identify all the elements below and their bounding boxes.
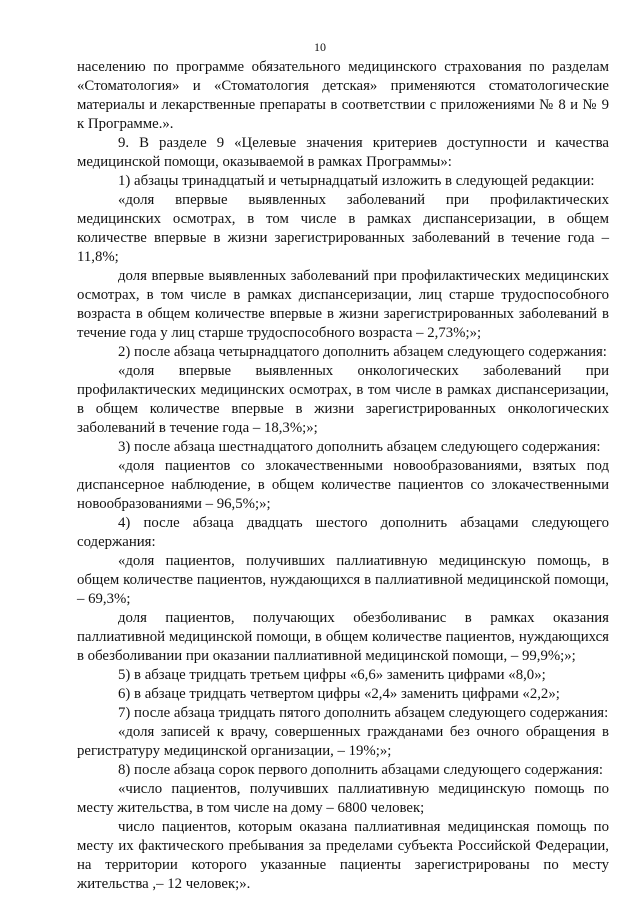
paragraph-quote: «доля записей к врачу, совершенных гражданами без очного обращения в регистратуру медицинской организации, – 19%;»; <box>77 724 609 759</box>
paragraph-item-5: 5) в абзаце тридцать третьем цифры «6,6» заменить цифрами «8,0»; <box>118 667 546 683</box>
paragraph-quote: «число пациентов, получивших паллиативную медицинскую помощь по месту жительства, в том числе на дому – 6800 человек; <box>77 781 609 816</box>
paragraph-item-1: 1) абзацы тринадцатый и четырнадцатый изложить в следующей редакции: <box>118 173 595 189</box>
paragraph-quote: «доля впервые выявленных онкологических заболеваний при профилактических медицинских осмотрах, в том числе в рамках диспансеризации, в общем количестве впервые в жизни зарегистрированных онкологических заболеваний в течение года – 18,3%;»; <box>77 363 609 436</box>
paragraph-item-4: 4) после абзаца двадцать шестого дополнить абзацами следующего содержания: <box>77 515 609 550</box>
paragraph-quote: «доля пациентов, получивших паллиативную медицинскую помощь, в общем количестве пациентов, нуждающихся в паллиативной медицинской помощи, – 69,3%; <box>77 553 609 607</box>
page-number: 10 <box>314 40 326 54</box>
paragraph-quote: доля пациентов, получающих обезболиванис в рамках оказания паллиативной медицинской помощи, в общем количестве пациентов, нуждающихся в обезболивании при оказании паллиативной медицинской помощи, – 99,9%;»; <box>77 610 609 664</box>
paragraph-quote: доля впервые выявленных заболеваний при профилактических медицинских осмотрах, в том числе в рамках диспансеризации, лиц старше трудоспособного возраста в общем количестве впервые в жизни зарегистрированных заболеваний в течение года у лиц старше трудоспособного возраста – 2,73%;»; <box>77 268 609 341</box>
paragraph-quote: «доля пациентов со злокачественными новообразованиями, взятых под диспансерное наблюдение, в общем количестве пациентов со злокачественными новообразованиями – 96,5%;»; <box>77 458 609 512</box>
paragraph-item-6: 6) в абзаце тридцать четвертом цифры «2,4» заменить цифрами «2,2»; <box>118 686 560 702</box>
paragraph-quote: число пациентов, которым оказана паллиативная медицинская помощь по месту их фактического пребывания за пределами субъекта Российской Федерации, на территории которого указанные пациенты зарегистрированы по месту жительства ,– 12 человек;». <box>77 819 609 892</box>
paragraph-item-2: 2) после абзаца четырнадцатого дополнить абзацем следующего содержания: <box>118 344 607 360</box>
paragraph-item-7: 7) после абзаца тридцать пятого дополнить абзацем следующего содержания: <box>118 705 609 721</box>
paragraph-continuation: населению по программе обязательного медицинского страхования по разделам «Стоматология» и «Стоматология детская» применяются стоматологические материалы и лекарственные препараты в соответствии с приложениями № 8 и № 9 к Программе.». <box>77 59 609 132</box>
paragraph-section-9-intro: 9. В разделе 9 «Целевые значения критериев доступности и качества медицинской помощи, оказываемой в рамках Программы»: <box>77 135 609 170</box>
paragraph-item-3: 3) после абзаца шестнадцатого дополнить абзацем следующего содержания: <box>118 439 601 455</box>
document-body <box>77 58 609 894</box>
paragraph-item-8: 8) после абзаца сорок первого дополнить абзацами следующего содержания: <box>118 762 604 778</box>
paragraph-quote: «доля впервые выявленных заболеваний при профилактических медицинских осмотрах, в том числе в рамках диспансеризации, в общем количестве впервые в жизни зарегистрированных заболеваний в течение года – 11,8%; <box>77 192 609 265</box>
